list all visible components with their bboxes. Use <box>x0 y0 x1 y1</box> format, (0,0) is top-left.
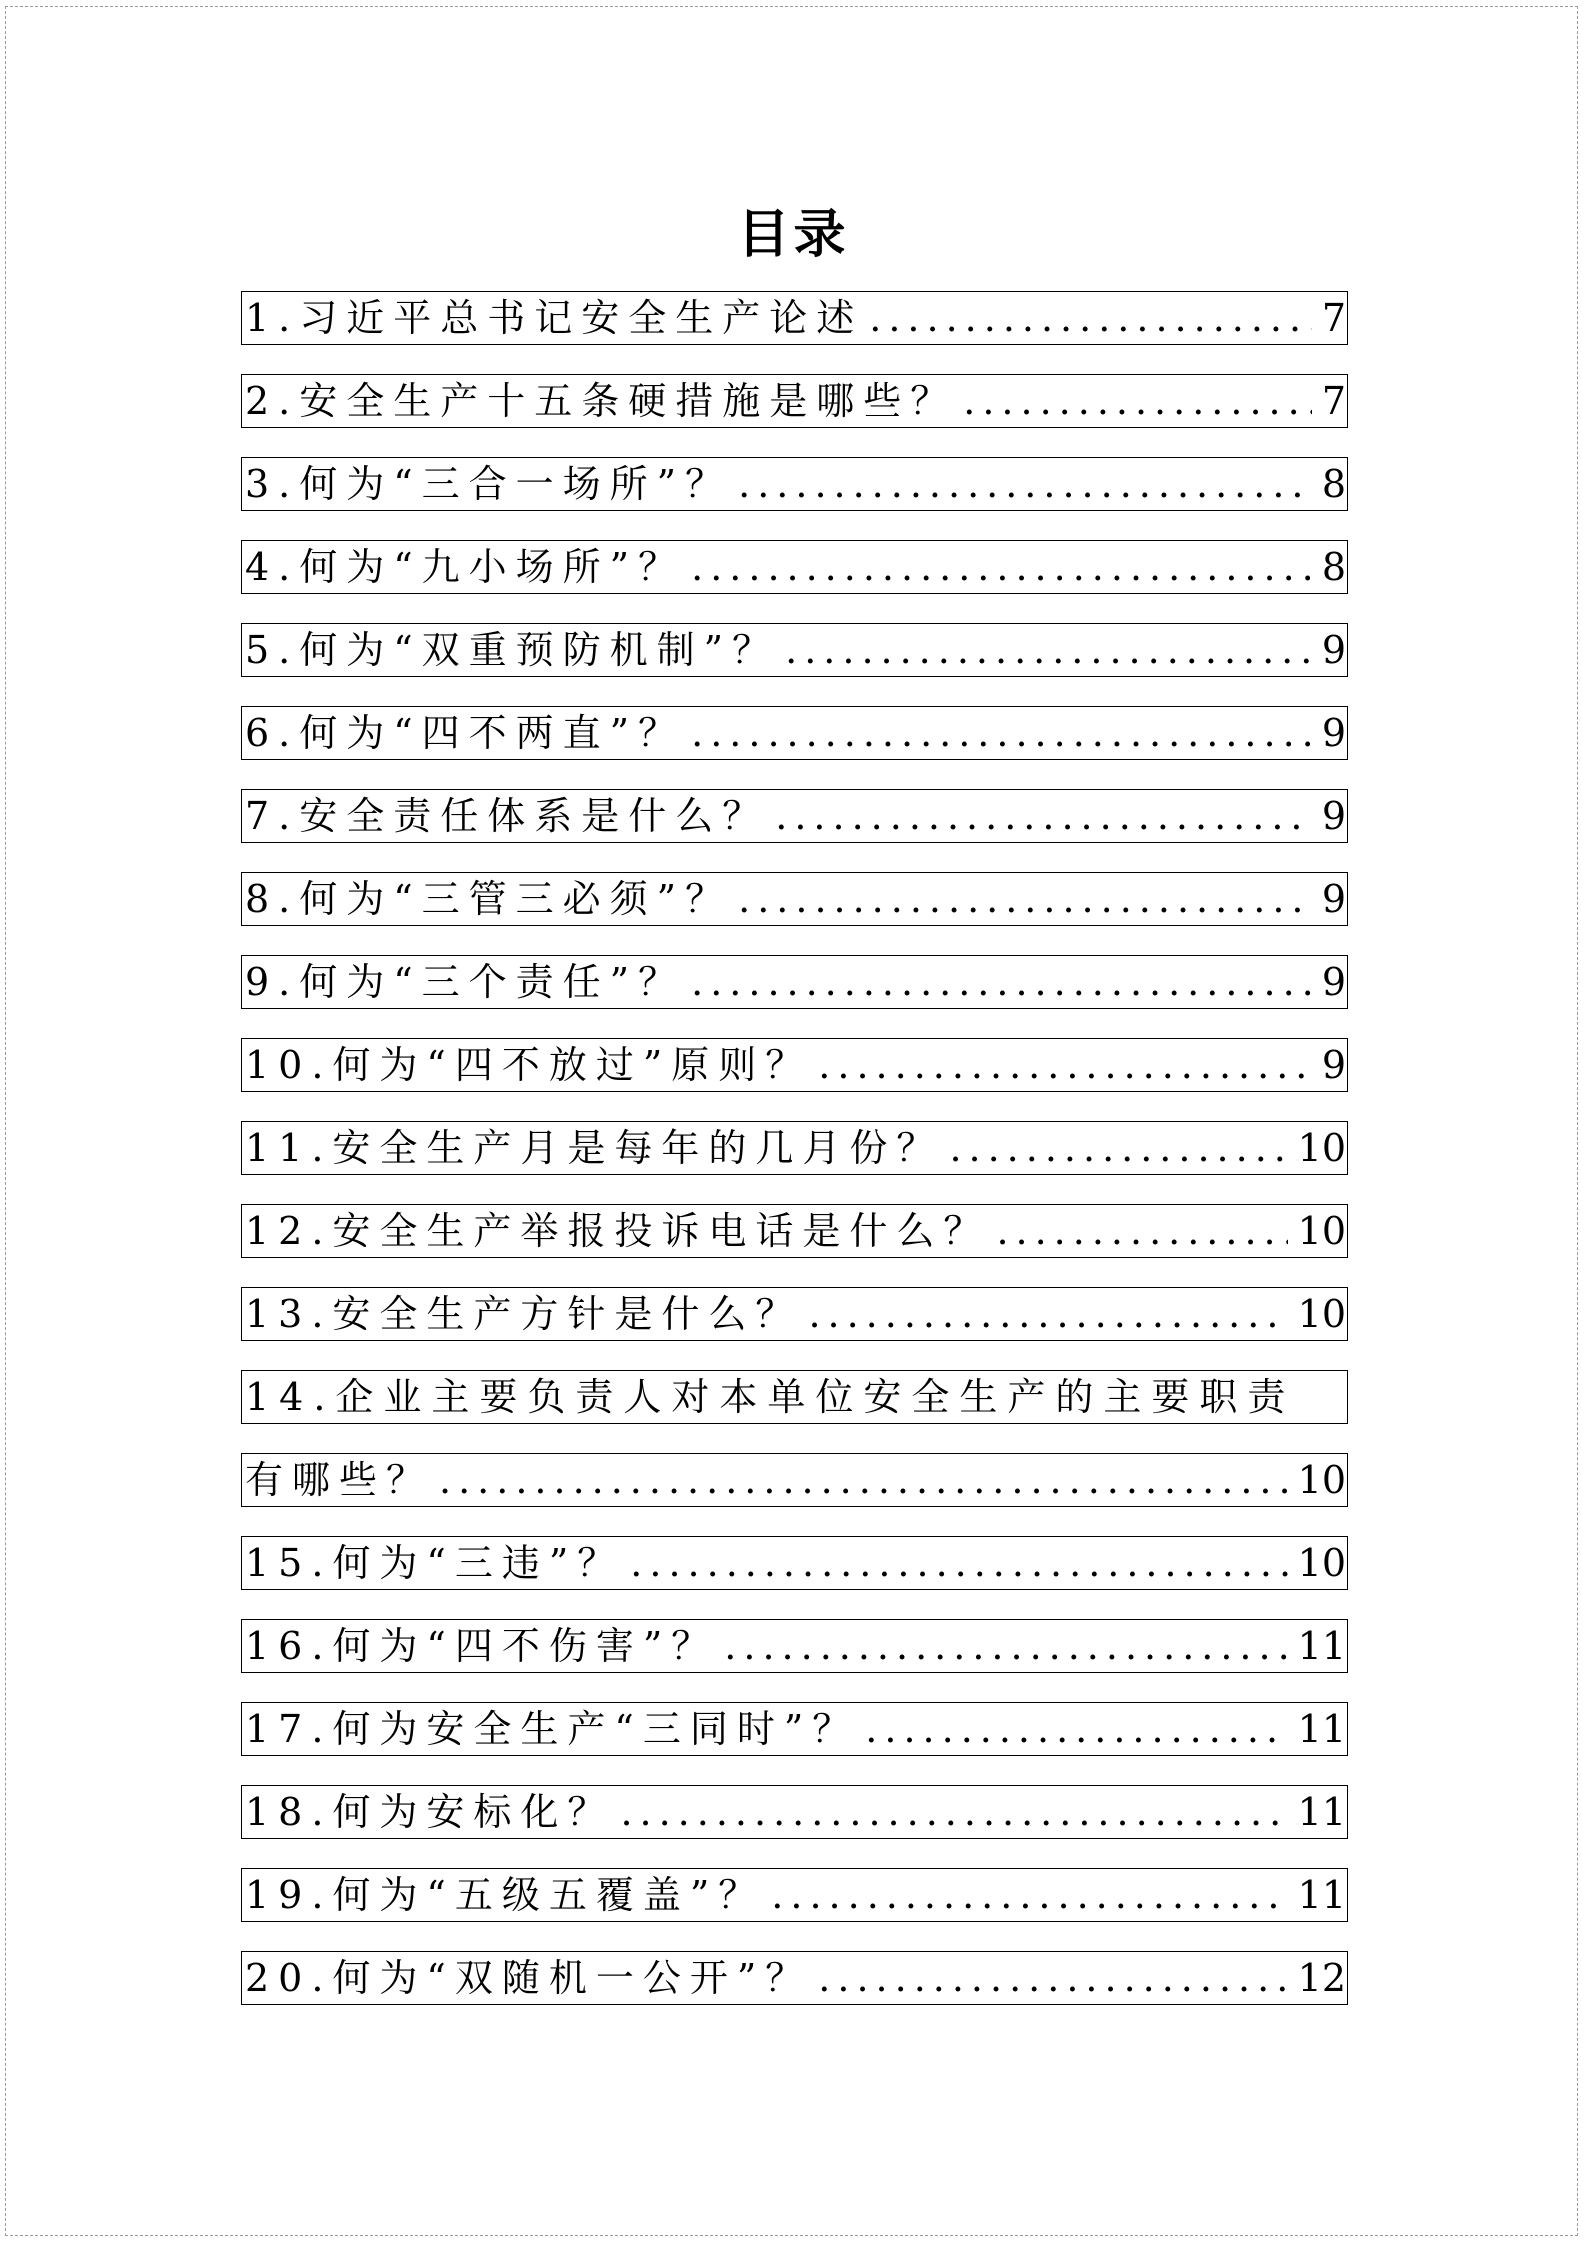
toc-entry-5[interactable] <box>241 623 1348 677</box>
toc-leader-dots <box>949 1122 1287 1174</box>
toc-entry-7[interactable] <box>241 789 1348 843</box>
toc-row <box>241 1038 1348 1121</box>
toc-entry-14-line-1[interactable] <box>241 1370 1348 1424</box>
toc-entry-18[interactable] <box>241 1785 1348 1839</box>
toc-entry-text: 4.何为“九小场所”？ <box>245 545 686 589</box>
toc-entry-13[interactable] <box>241 1287 1348 1341</box>
toc-entry-page: 9 <box>1321 628 1346 672</box>
toc-entry-text: 18.何为安标化？ <box>245 1790 615 1834</box>
toc-entry-text: 7.安全责任体系是什么？ <box>245 794 770 838</box>
toc-entry-page: 8 <box>1321 462 1346 506</box>
toc-title: 目录 <box>737 205 850 265</box>
toc-entry-text: 11.安全生产月是每年的几月份？ <box>245 1126 944 1170</box>
toc-entry-page: 7 <box>1321 379 1346 423</box>
toc-entry-page: 10 <box>1297 1126 1346 1170</box>
toc-entry-6[interactable] <box>241 706 1348 760</box>
toc-entry-15[interactable] <box>241 1536 1348 1590</box>
toc-entry-page: 8 <box>1321 545 1346 589</box>
toc-entry-10[interactable] <box>241 1038 1348 1092</box>
toc-row <box>241 291 1348 374</box>
toc-entry-20[interactable] <box>241 1951 1348 2005</box>
toc-entry-text: 19.何为“五级五覆盖”？ <box>245 1873 766 1917</box>
toc-row <box>241 955 1348 1038</box>
toc-row <box>241 1204 1348 1287</box>
toc-leader-dots <box>738 458 1312 510</box>
toc-entry-8[interactable] <box>241 872 1348 926</box>
toc-entry-9[interactable] <box>241 955 1348 1009</box>
toc-row <box>241 1536 1348 1619</box>
toc-entry-16[interactable] <box>241 1619 1348 1673</box>
toc-row <box>241 1121 1348 1204</box>
toc-list <box>241 291 1348 2034</box>
toc-entry-12[interactable] <box>241 1204 1348 1258</box>
toc-entry-text: 9.何为“三个责任”？ <box>245 960 686 1004</box>
toc-entry-text: 12.安全生产举报投诉电话是什么？ <box>245 1209 991 1253</box>
toc-row <box>241 1287 1348 1370</box>
toc-entry-text: 16.何为“四不伤害”？ <box>245 1624 719 1668</box>
toc-row <box>241 1370 1348 1453</box>
toc-entry-17[interactable] <box>241 1702 1348 1756</box>
toc-leader-dots <box>724 1620 1287 1672</box>
toc-leader-dots <box>865 1703 1287 1755</box>
toc-entry-text: 6.何为“四不两直”？ <box>245 711 686 755</box>
toc-entry-page: 12 <box>1297 1956 1346 2000</box>
toc-entry-text: 20.何为“双随机一公开”？ <box>245 1956 813 2000</box>
toc-row <box>241 1951 1348 2034</box>
toc-leader-dots <box>691 541 1312 593</box>
toc-row <box>241 1868 1348 1951</box>
toc-entry-2[interactable] <box>241 374 1348 428</box>
toc-row <box>241 540 1348 623</box>
toc-row <box>241 374 1348 457</box>
toc-leader-dots <box>818 1039 1312 1091</box>
toc-leader-dots <box>818 1952 1287 2004</box>
toc-row <box>241 789 1348 872</box>
toc-row <box>241 623 1348 706</box>
toc-entry-1[interactable] <box>241 291 1348 345</box>
toc-entry-page: 9 <box>1321 877 1346 921</box>
toc-entry-page: 11 <box>1297 1873 1346 1917</box>
toc-entry-page: 10 <box>1297 1458 1346 1502</box>
toc-row <box>241 872 1348 955</box>
toc-entry-3[interactable] <box>241 457 1348 511</box>
toc-entry-page: 9 <box>1321 1043 1346 1087</box>
toc-entry-page: 10 <box>1297 1541 1346 1585</box>
toc-leader-dots <box>771 1869 1287 1921</box>
toc-leader-dots <box>439 1454 1288 1506</box>
toc-entry-page: 11 <box>1297 1707 1346 1751</box>
toc-row <box>241 1453 1348 1536</box>
toc-entry-text: 13.安全生产方针是什么？ <box>245 1292 803 1336</box>
toc-leader-dots <box>996 1205 1287 1257</box>
toc-leader-dots <box>785 624 1312 676</box>
toc-leader-dots <box>691 956 1312 1008</box>
toc-entry-page: 10 <box>1297 1292 1346 1336</box>
toc-entry-14-line-2[interactable] <box>241 1453 1348 1507</box>
toc-entry-page: 9 <box>1321 960 1346 1004</box>
toc-entry-page: 7 <box>1321 296 1346 340</box>
toc-entry-page: 10 <box>1297 1209 1346 1253</box>
toc-entry-text: 3.何为“三合一场所”？ <box>245 462 733 506</box>
toc-entry-page: 11 <box>1297 1624 1346 1668</box>
toc-leader-dots <box>963 375 1312 427</box>
toc-entry-text: 15.何为“三违”？ <box>245 1541 625 1585</box>
toc-entry-text: 10.何为“四不放过”原则？ <box>245 1043 813 1087</box>
toc-entry-text: 5.何为“双重预防机制”？ <box>245 628 780 672</box>
toc-entry-19[interactable] <box>241 1868 1348 1922</box>
toc-entry-11[interactable] <box>241 1121 1348 1175</box>
toc-row <box>241 1619 1348 1702</box>
toc-entry-text: 14.企业主要负责人对本单位安全生产的主要职责 <box>245 1375 1296 1419</box>
toc-leader-dots <box>738 873 1312 925</box>
toc-row <box>241 1702 1348 1785</box>
toc-row <box>241 1785 1348 1868</box>
toc-leader-dots <box>808 1288 1287 1340</box>
toc-leader-dots <box>620 1786 1287 1838</box>
toc-entry-text: 有哪些？ <box>245 1458 434 1502</box>
toc-row <box>241 706 1348 789</box>
toc-entry-4[interactable] <box>241 540 1348 594</box>
toc-entry-text: 17.何为安全生产“三同时”？ <box>245 1707 860 1751</box>
toc-entry-page: 9 <box>1321 794 1346 838</box>
toc-entry-page: 11 <box>1297 1790 1346 1834</box>
toc-leader-dots <box>775 790 1312 842</box>
toc-row <box>241 457 1348 540</box>
toc-entry-page: 9 <box>1321 711 1346 755</box>
toc-leader-dots <box>691 707 1312 759</box>
toc-entry-text: 2.安全生产十五条硬措施是哪些？ <box>245 379 958 423</box>
toc-leader-dots <box>630 1537 1287 1589</box>
toc-leader-dots <box>869 292 1312 344</box>
toc-entry-text: 1.习近平总书记安全生产论述 <box>245 296 864 340</box>
toc-entry-text: 8.何为“三管三必须”？ <box>245 877 733 921</box>
